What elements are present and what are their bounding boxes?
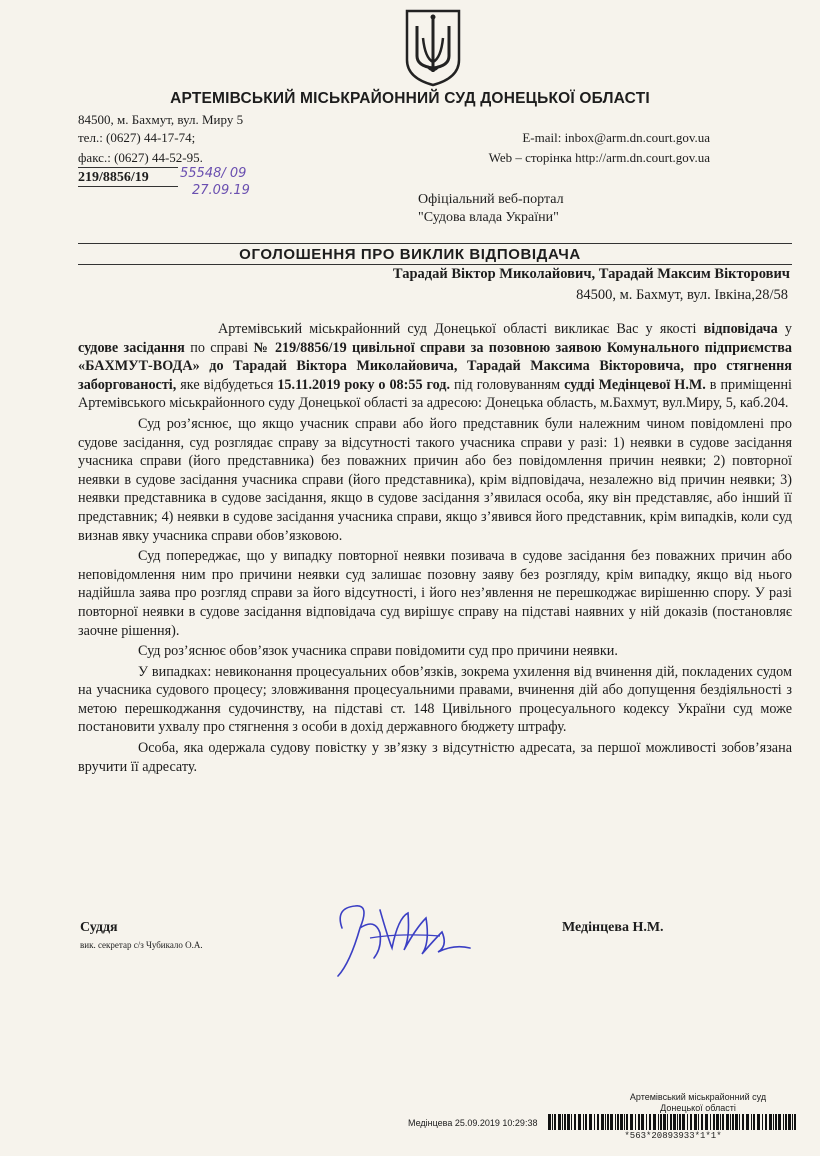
- barcode-bar: [687, 1114, 688, 1130]
- barcode-bar: [751, 1114, 752, 1130]
- court-email: E-mail: inbox@arm.dn.court.gov.ua: [522, 130, 710, 145]
- barcode-bar: [554, 1114, 556, 1130]
- barcode-bar: [601, 1114, 604, 1130]
- judge-name: Медінцева Н.М.: [562, 920, 664, 935]
- announcement-body: [78, 320, 792, 778]
- barcode-bar: [653, 1114, 656, 1130]
- barcode-bar: [558, 1114, 561, 1130]
- paragraph-summons: [78, 320, 792, 413]
- barcode-bar: [730, 1114, 731, 1130]
- barcode-bar: [694, 1114, 697, 1130]
- coat-of-arms-icon: [403, 8, 463, 88]
- barcode-bar: [638, 1114, 640, 1130]
- barcode-bar: [607, 1114, 609, 1130]
- barcode-bar: [548, 1114, 551, 1130]
- announcement-title: ОГОЛОШЕННЯ ПРО ВИКЛИК ВІДПОВІДАЧА: [239, 246, 581, 263]
- summons-text-run: судове засідання: [78, 339, 185, 356]
- barcode-bar: [660, 1114, 662, 1130]
- barcode-bar: [615, 1114, 616, 1130]
- summons-text-run: під головуванням: [450, 376, 565, 393]
- barcode-bar: [762, 1114, 763, 1130]
- summons-text-run: по справі: [184, 339, 254, 356]
- barcode-bar: [783, 1114, 784, 1130]
- divider: [78, 186, 178, 187]
- paragraph-penalty: У випадках: невиконання процесуальних обов’язків, зокрема ухилення від вчинення дій, покладених судом на учасника судового процесу; зловживання процесуальними правами, вчинення дій або допущення бездіяльності з метою перешкоджання судочинству, на підставі ст. 148 Цивільного процесуального кодексу України суд може постановити ухвалу про стягнення з особи в дохід державного бюджету штрафу.: [78, 663, 792, 736]
- barcode-bar: [677, 1114, 678, 1130]
- barcode-bar: [567, 1114, 570, 1130]
- addressee-names: Тарадай Віктор Миколайович, Тарадай Максим Вікторович: [392, 266, 790, 282]
- barcode-bar: [775, 1114, 777, 1130]
- barcode-bar: [742, 1114, 744, 1130]
- court-address: 84500, м. Бахмут, вул. Миру 5: [78, 112, 244, 127]
- barcode-bar: [698, 1114, 699, 1130]
- paragraph-delivery: Особа, яка одержала судову повістку у зв’язку з відсутністю адресата, за першої можливості зобов’язана вручити її адресату.: [78, 740, 792, 775]
- barcode-bar: [769, 1114, 772, 1130]
- handwritten-registration: [180, 165, 290, 201]
- barcode-bar: [778, 1114, 781, 1130]
- barcode-bar: [597, 1114, 599, 1130]
- barcode-bar: [571, 1114, 572, 1130]
- barcode-bar: [722, 1114, 724, 1130]
- barcode-bar: [773, 1114, 774, 1130]
- barcode-bar: [578, 1114, 581, 1130]
- divider: [78, 264, 792, 265]
- barcode-bar: [679, 1114, 681, 1130]
- barcode-bar: [610, 1114, 613, 1130]
- barcode-bar: [785, 1114, 787, 1130]
- summons-text-run: № 219/8856/19 цивільної справи за позовною заявою Комунального підприємства «БАХМУТ-ВОДА» до Тарадай Віктора Миколайовича, Тарадай Максима Вікторовича, про стягнення заборгованості,: [78, 339, 793, 393]
- barcode-bar: [583, 1114, 584, 1130]
- summons-text-run: в приміщенні Артемівського міськрайонного суду Донецької області за адресою: Донецька область, м.Бахмут, вул.Миру, 5, каб.204.: [78, 376, 793, 412]
- barcode-bar: [794, 1114, 796, 1130]
- barcode-bar: [585, 1114, 587, 1130]
- summons-text-run: судді Медінцевої Н.М.: [564, 376, 706, 393]
- registry-caption: [598, 1092, 798, 1114]
- registry-court-line-2: Донецької області: [660, 1103, 736, 1113]
- barcode-bar: [589, 1114, 592, 1130]
- summons-text-run: 15.11.2019 року о 08:55 год.: [277, 376, 451, 393]
- handwritten-reg-number: 55548/ 09: [180, 166, 247, 181]
- court-phone: тел.: (0627) 44-17-74;: [78, 130, 196, 145]
- barcode: [548, 1114, 798, 1130]
- summons-text-run: Артемівський міськрайонний суд Донецької області викликає Вас у якості: [218, 321, 704, 337]
- barcode-bar: [713, 1114, 715, 1130]
- barcode-bar: [792, 1114, 793, 1130]
- barcode-bar: [617, 1114, 619, 1130]
- handwritten-reg-date: 27.09.19: [192, 183, 250, 198]
- divider: [78, 243, 792, 244]
- barcode-bar: [641, 1114, 644, 1130]
- barcode-bar: [564, 1114, 566, 1130]
- judge-label: Суддя: [80, 920, 118, 935]
- barcode-bar: [624, 1114, 625, 1130]
- portal-line-2: "Судова влада України": [418, 210, 559, 225]
- summons-text-run: яке відбудеться: [176, 376, 278, 393]
- barcode-bar: [667, 1114, 668, 1130]
- portal-line-1: Офіціальний веб-портал: [418, 192, 564, 207]
- barcode-bar: [716, 1114, 719, 1130]
- barcode-bar: [574, 1114, 576, 1130]
- barcode-bar: [649, 1114, 651, 1130]
- barcode-bar: [690, 1114, 692, 1130]
- addressee-address: 84500, м. Бахмут, вул. Івкіна,28/58: [576, 287, 788, 303]
- barcode-bar: [701, 1114, 703, 1130]
- barcode-bar: [710, 1114, 711, 1130]
- barcode-bar: [635, 1114, 636, 1130]
- case-number: 219/8856/19: [78, 170, 149, 185]
- barcode-bar: [753, 1114, 755, 1130]
- secretary-note: вик. секретар с/з Чубикало О.А.: [80, 940, 203, 950]
- court-fax: факс.: (0627) 44-52-95.: [78, 150, 203, 165]
- barcode-bar: [663, 1114, 666, 1130]
- barcode-bar: [594, 1114, 595, 1130]
- summons-text-run: відповідача: [703, 321, 778, 337]
- barcode-bar: [673, 1114, 676, 1130]
- barcode-bar: [705, 1114, 708, 1130]
- barcode-bar: [746, 1114, 749, 1130]
- barcode-bar: [658, 1114, 659, 1130]
- handwritten-signature: [330, 888, 480, 983]
- court-web: Web – сторінка http://arm.dn.court.gov.ua: [488, 150, 710, 165]
- paragraph-absence-rules: Суд роз’яснює, що якщо учасник справи або його представник були належним чином повідомлені про судове засідання, суд розглядає справу за відсутності такого учасника справи у разі: 1) неявки в судове засідання учасника справи (його представника) без поважних причин або без повідомлення причин неявки; 2) повторної неявки в судове засідання учасника справи (його представника), крім відповідача, незалежно від причин неявки; 3) неявки представника в судове засідання, якщо в судове засідання з’явилася особа, яку він представляє, або інший її представник; 4) неявки в судове засідання учасника справи, якщо з’явився його представник, крім випадків, коли суд визнав явку учасника справи обов’язковою.: [78, 415, 792, 544]
- registry-court-line-1: Артемівський міськрайонний суд: [629, 1092, 767, 1102]
- divider: [78, 167, 178, 168]
- barcode-number: *563*20893933*1*1*: [624, 1131, 722, 1141]
- barcode-bar: [562, 1114, 563, 1130]
- barcode-bar: [682, 1114, 685, 1130]
- barcode-bar: [788, 1114, 791, 1130]
- barcode-bar: [765, 1114, 767, 1130]
- registry-timestamp: Медінцева 25.09.2019 10:29:38: [408, 1118, 538, 1128]
- barcode-bar: [626, 1114, 628, 1130]
- paragraph-warning: Суд попереджає, що у випадку повторної неявки позивача в судове засідання без поважних причин або неповідомлення ним про причини неявки суд залишає позовну заяву без розгляду, крім випадку, якщо від нього надійшла заява про розгляд справи за його відсутності, і його нез’явлення не перешкоджає вирішенню спору. У разі повторної неявки в судове засідання відповідача суд вирішує справу на підставі наявних у ній доказів (постановляє заочне рішення).: [78, 548, 792, 639]
- barcode-bar: [605, 1114, 606, 1130]
- barcode-bar: [646, 1114, 647, 1130]
- paragraph-duty: Суд роз’яснює обов’язок учасника справи повідомити суд про причини неявки.: [138, 643, 618, 660]
- barcode-bar: [726, 1114, 729, 1130]
- barcode-bar: [732, 1114, 734, 1130]
- barcode-bar: [739, 1114, 740, 1130]
- barcode-bar: [757, 1114, 760, 1130]
- barcode-bar: [720, 1114, 721, 1130]
- barcode-bar: [620, 1114, 623, 1130]
- court-title: АРТЕМІВСЬКИЙ МІСЬКРАЙОННИЙ СУД ДОНЕЦЬКОЇ ОБЛАСТІ: [170, 90, 650, 107]
- barcode-bar: [552, 1114, 553, 1130]
- barcode-bar: [630, 1114, 633, 1130]
- barcode-bar: [735, 1114, 738, 1130]
- summons-text-run: у: [777, 321, 792, 337]
- barcode-bar: [670, 1114, 672, 1130]
